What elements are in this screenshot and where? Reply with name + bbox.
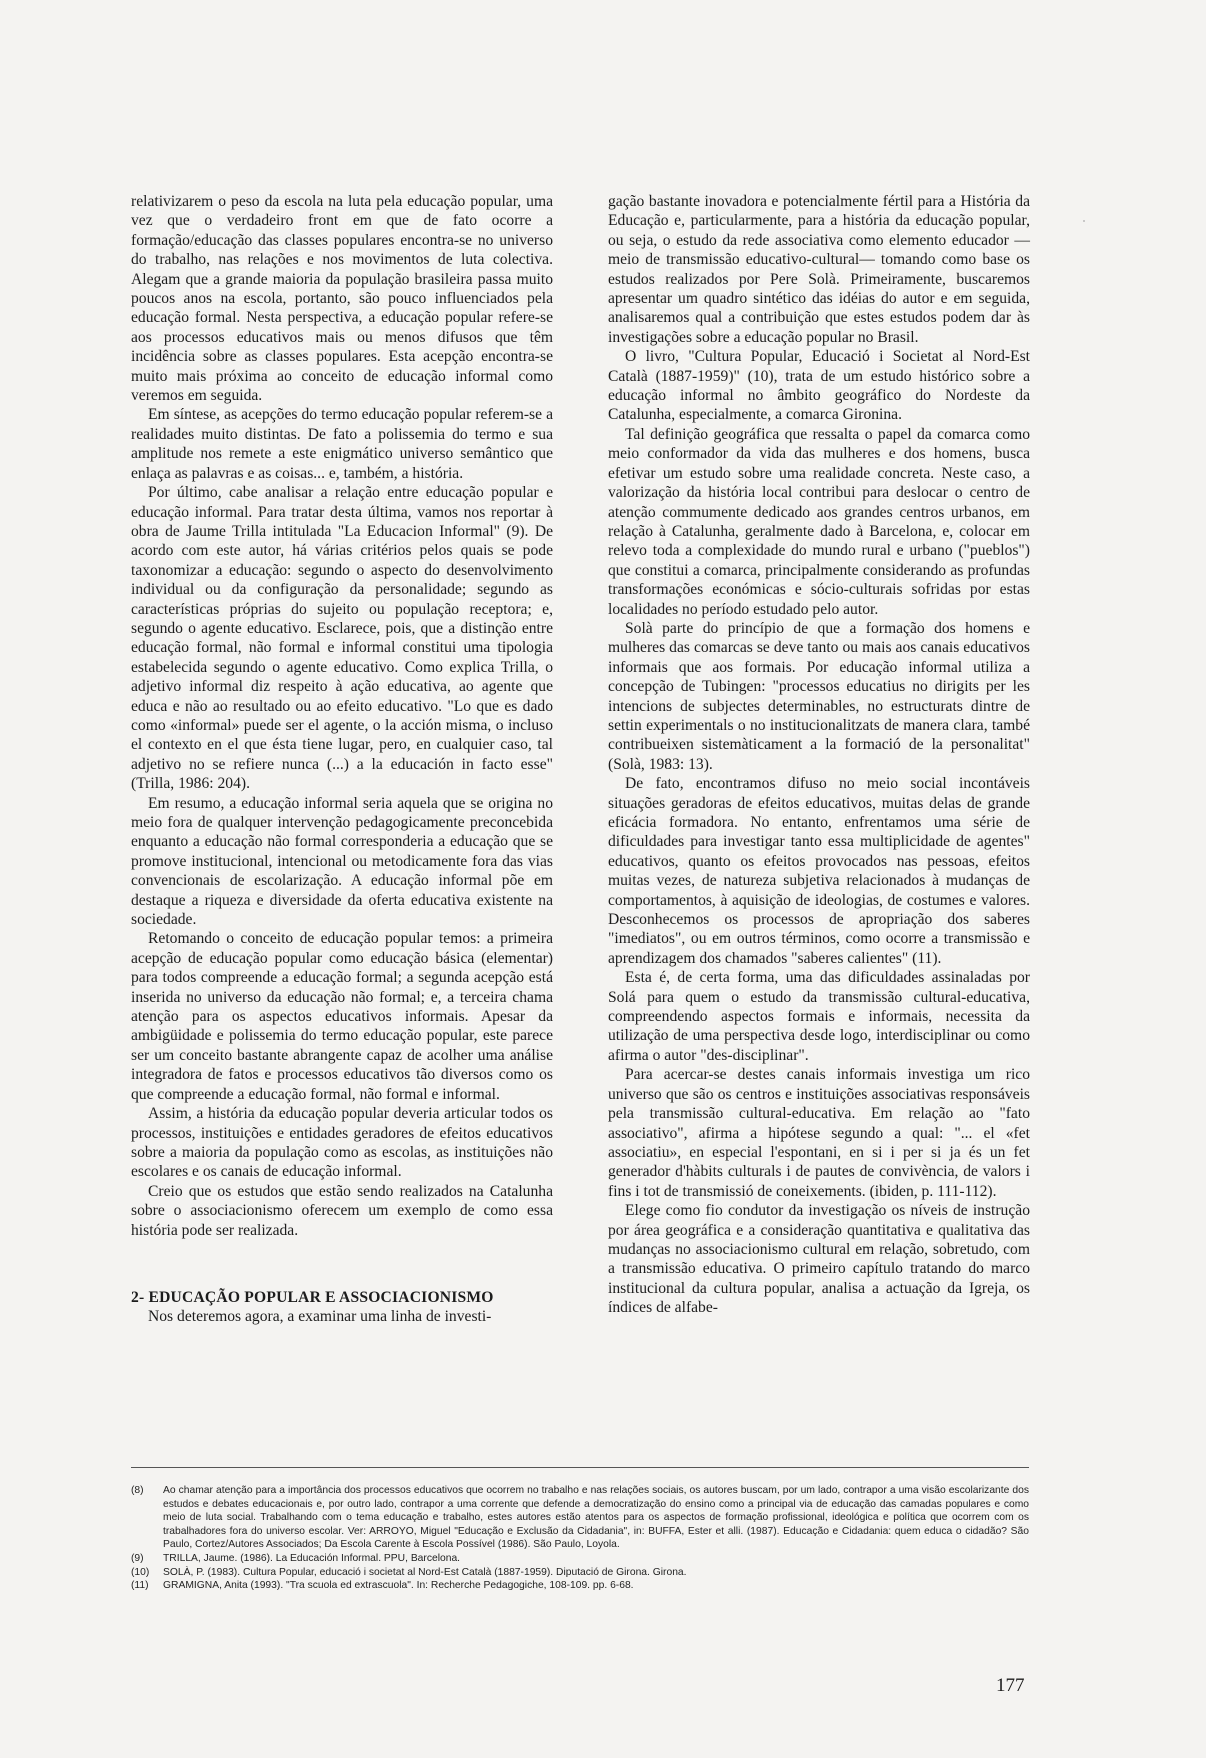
footnote-number: (10) bbox=[131, 1566, 150, 1578]
paragraph: Nos deteremos agora, a examinar uma linha de investi- bbox=[148, 1308, 492, 1326]
paragraph: relativizarem o peso da escola na luta pela educação popular, uma vez que o verdadeiro front em que de fato ocorre a formação/educação das classes populares encontra-se no universo do trabalho, nas relações e nos movimentos de luta colectiva. Alegam que a grande maioria da população brasileira passa muito poucos anos na escola, portanto, são pouco influenciados pela educação formal. Nesta perspectiva, a educação popular refere-se aos processos educativos mais ou menos difusos que têm incidência sobre as classes populares. Esta acepção encontra-se muito mais próxima ao conceito de educação informal como veremos em seguida. bbox=[131, 193, 553, 405]
footnote-number: (8) bbox=[131, 1485, 144, 1496]
footnote-number: (11) bbox=[131, 1580, 149, 1592]
scan-speck bbox=[1083, 220, 1085, 222]
paragraph: Em resumo, a educação informal seria aquela que se origina no meio fora de qualquer intervenção pedagogicamente preconcebida enquanto a educação não formal corresponderia a educação que se promove institucional, intencional ou metodicamente fora das vias convencionais de escolarização. A educação informal põe em destaque a riqueza e diversidade da oferta educativa existente na sociedade. bbox=[131, 794, 553, 929]
paragraph: Solà parte do princípio de que a formação dos homens e mulheres das comarcas se deve tanto ou mais aos canais educativos informais que aos formais. Por educação informal utiliza a concepção de Tubingen: "processos educatius no dirigits per les intencions de subjectes determinables, no estructurats dintre de settin experimentals o no institucionalitzats de manera clara, també contribueixen sistemàticament a la formació de la personalitat" (Solà, 1983: 13). bbox=[608, 619, 1030, 773]
paragraph: Elege como fio condutor da investigação os níveis de instrução por área geográfica e a consideração quantitativa e qualitativa das mudanças no associacionismo cultural em relação, sobretudo, com a transmissão educativa. O primeiro capítulo tratando do marco institucional da cultura popular, analisa a actuação da Igreja, os índices de alfabe- bbox=[608, 1202, 1030, 1317]
paragraph: Retomando o conceito de educação popular temos: a primeira acepção de educação popular como educação básica (elementar) para todos compreende a educação formal; a segunda acepção está inserida no universo da educação não formal; e, a terceira chama atenção para os aspectos educativos informais. Apesar da ambigüidade e polissemia do termo educação popular, este parece ser um conceito bastante abrangente capaz de acolher uma análise integradora de fatos e processos educativos tão diversos como os que compreende a educação formal, não formal e informal. bbox=[131, 930, 553, 1103]
paragraph: Em síntese, as acepções do termo educação popular referem-se a realidades muito distintas. De fato a polissemia do termo e sua amplitude nos remete a este enigmático universo semântico que enlaça as palavras e as coisas... e, também, a história. bbox=[131, 406, 553, 482]
footnotes bbox=[131, 1484, 1029, 1593]
paragraph: Por último, cabe analisar a relação entre educação popular e educação informal. Para tratar desta última, vamos nos reportar à obra de Jaume Trilla intitulada "La Educacion Informal" (9). De acordo com este autor, há várias critérios pelos quais se pode taxonomizar a educação: segundo o aspecto do desenvolvimento individual ou da configuração da personalidade; segundo as características próprias do sujeito ou população receptora; e, segundo o agente educativo. Esclarece, pois, que a distinção entre educação formal, não formal e informal constitui uma tipologia estabelecida segundo o agente educativo. Como explica Trilla, o adjetivo informal diz respeito à ação educativa, ao agente que educa e não ao resultado ou ao efeito educativo. "Lo que es dado como «informal» puede ser el agente, o la acción misma, o incluso el contexto en el que ésta tiene lugar, pero, en cualquier caso, tal adjetivo no se refiere nunca (...) a la educación in facto esse" (Trilla, 1986: 204). bbox=[131, 484, 553, 793]
footnote-text: SOLÀ, P. (1983). Cultura Popular, educació i societat al Nord-Est Català (1887-1959). Diputació de Girona. Girona. bbox=[163, 1566, 687, 1578]
paragraph: Creio que os estudos que estão sendo realizados na Catalunha sobre o associacionismo oferecem um exemplo de como essa história pode ser realizada. bbox=[131, 1182, 553, 1239]
paragraph: gação bastante inovadora e potencialmente fértil para a História da Educação e, particularmente, para a história da educação popular, ou seja, o estudo da rede associativa como elemento educador —meio de transmissão educativo-cultural— tomando como base os estudos realizados por Pere Solà. Primeiramente, buscaremos apresentar um quadro sintético das idéias do autor e em seguida, analisaremos qual a contribuição que estes estudos podem dar às investigações sobre a educação popular no Brasil. bbox=[608, 193, 1030, 346]
footnote-text: GRAMIGNA, Anita (1993). "Tra scuola ed extrascuola". In: Recherche Pedagogiche, 108-109. pp. 6-68. bbox=[163, 1580, 634, 1592]
footnote-text: TRILLA, Jaume. (1986). La Educación Informal. PPU, Barcelona. bbox=[163, 1552, 461, 1564]
footnote bbox=[131, 1484, 1029, 1552]
page-number: 177 bbox=[996, 1675, 1025, 1696]
footnote bbox=[131, 1566, 1029, 1580]
paragraph: Esta é, de certa forma, uma das dificuldades assinaladas por Solá para quem o estudo da transmissão cultural-educativa, compreendendo aspectos formais e informais, necessita da utilização de uma perspectiva desde logo, interdisciplinar ou como afirma o autor "des-disciplinar". bbox=[608, 969, 1030, 1064]
section-heading: 2- EDUCAÇÃO POPULAR E ASSOCIACIONISMO bbox=[131, 1288, 494, 1306]
paragraph: O livro, "Cultura Popular, Educació i Societat al Nord-Est Català (1887-1959)" (10), trata de um estudo histórico sobre a educação informal no âmbito geográfico do Nordeste da Catalunha, especialmente, a comarca Gironina. bbox=[608, 348, 1030, 424]
footnote bbox=[131, 1579, 1029, 1593]
paragraph: Assim, a história da educação popular deveria articular todos os processos, instituições e entidades geradores de efeitos educativos sobre a maioria da população como as escolas, as instituições não escolares e os canais de educação informal. bbox=[131, 1105, 553, 1181]
paragraph: Para acercar-se destes canais informais investiga um rico universo que são os centros e instituições associativas responsáveis pela transmissão cultural-educativa. Em relação ao "fato associativo", afirma a hipótese segundo a qual: "... el «fet associatiu», en especial l'espontani, en si i per si ja és un fet generador d'hàbits culturals i de pautes de convivència, de valors i fins i tot de transmissió de coneixements. (ibiden, p. 111-112). bbox=[608, 1066, 1030, 1200]
footnote-number: (9) bbox=[131, 1552, 144, 1564]
paragraph: De fato, encontramos difuso no meio social incontáveis situações geradoras de efeitos educativos, muitas delas de grande eficácia formadora. No entanto, enfrentamos uma série de dificuldades para investigar tanto essa multiplicidade de agentes" educativos, quanto os efeitos provocados nas pessoas, efeitos muitas vezes, de natureza subjetiva relacionados à mudanças de comportamentos, à aquisição de ideologias, de costumes e valores. Desconhecemos os processos de apropriação dos saberes "imediatos", ou em outros términos, como ocorre a transmissão e aprendizagem dos chamados "saberes calientes" (11). bbox=[608, 775, 1030, 967]
footnote bbox=[131, 1552, 1029, 1566]
footnote-text: Ao chamar atenção para a importância dos processos educativos que ocorrem no trabalho e nas relações sociais, os autores buscam, por um lado, contrapor a uma visão escolarizante dos estudos e debates educacionais e, por outro lado, contrapor a uma corrente que defende a democratização do ensino como a principal via de educação das camadas populares e como meio de luta social. Trabalhando com o tema educação e trabalho, estes autores estão atentos para os aspectos de formação profissional, ideológica e política que ocorrem com os trabalhadores fora do universo escolar. Ver: ARROYO, Miguel "Educação e Exclusão da Cidadania", in: BUFFA, Ester et alli. (1987). Educação e Cidadania: quem educa o cidadão? São Paulo, Cortez/Autores Associados; Da Escola Carente à Escola Possível (1986). São Paulo, Loyola. bbox=[163, 1485, 1029, 1551]
footnote-divider bbox=[131, 1467, 1029, 1468]
right-column bbox=[608, 192, 1030, 1318]
left-column bbox=[131, 192, 553, 1327]
paragraph: Tal definição geográfica que ressalta o papel da comarca como meio conformador da vida das mulheres e dos homens, busca efetivar um estudo sobre uma realidade concreta. Neste caso, a valorização da história local contribui para deslocar o centro de atenção commumente dedicado aos grandes centros urbanos, em relação à Catalunha, geralmente dado à Barcelona, e, colocar em relevo toda a complexidade do mundo rural e urbano ("pueblos") que constitui a comarca, principalmente considerando as profundas transformações económicas e sócio-culturais sofridas por estas localidades no período estudado pelo autor. bbox=[608, 425, 1030, 618]
